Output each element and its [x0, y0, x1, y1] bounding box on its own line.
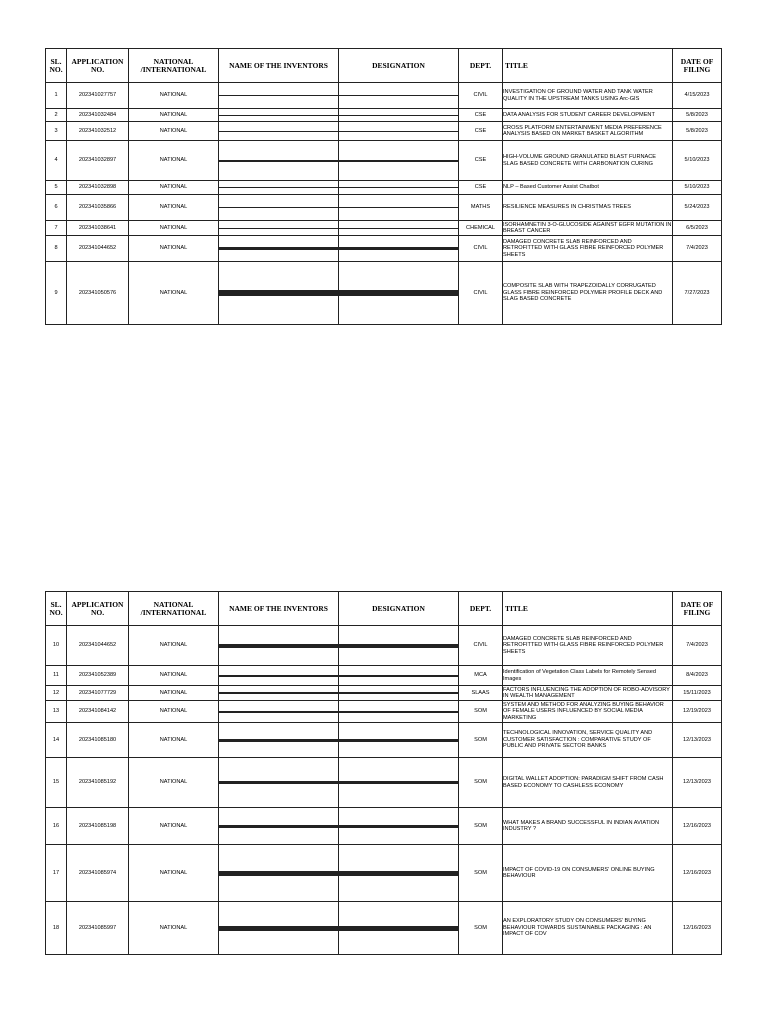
application-no-cell: 202341032512: [67, 122, 129, 141]
designation-value: [339, 115, 458, 116]
inventor-lines: [219, 131, 338, 132]
application-no-cell: 202341032897: [67, 141, 129, 181]
title-cell: ISORHAMNETIN 3-O-GLUCOSIDE AGAINST EGFR MUTATION IN BREAST CANCER: [503, 221, 672, 234]
national-cell: NATIONAL: [129, 701, 219, 723]
designation-lines: [339, 187, 458, 188]
sl-no-cell: 9: [46, 262, 67, 325]
designation-cell: [339, 181, 459, 195]
dept-cell: MCA: [459, 666, 503, 686]
sl-no-cell: 18: [46, 902, 67, 955]
header-row: [46, 49, 722, 83]
designation-cell: [339, 83, 459, 109]
title-cell: DIGITAL WALLET ADOPTION: PARADIGM SHIFT FROM CASH BASED ECONOMY TO CASHLESS ECONOMY: [503, 758, 673, 808]
designation-lines: [339, 644, 458, 648]
designation-value: [339, 161, 458, 162]
title-cell: CROSS PLATFORM ENTERTAINMENT MEDIA PREFERENCE ANALYSIS BASED ON MARKET BASKET ALGORITHM: [503, 122, 673, 141]
national-cell: NATIONAL: [129, 236, 219, 262]
application-no-cell: 202341044652: [67, 236, 129, 262]
inventor-lines: [219, 675, 338, 677]
inventors-cell: [219, 236, 339, 262]
header-designation: DESIGNATION: [339, 49, 459, 83]
title-cell: NLP – Based Customer Assist Chatbot: [503, 181, 673, 195]
title-cell: IMPACT OF COVID-19 ON CONSUMERS' ONLINE BUYING BEHAVIOUR: [503, 845, 673, 902]
designation-value: [339, 647, 458, 648]
designation-cell: [339, 236, 459, 262]
inventors-cell: [219, 701, 339, 723]
inventor-name: [219, 207, 338, 208]
inventor-name: [219, 249, 338, 250]
sl-no-cell: 15: [46, 758, 67, 808]
dept-cell: CHEMICAL: [459, 221, 503, 236]
application-no-cell: 202341085997: [67, 902, 129, 955]
designation-value: [339, 207, 458, 208]
inventor-lines: [219, 739, 338, 742]
sl-no-cell: 17: [46, 845, 67, 902]
application-no-cell: 202341027757: [67, 83, 129, 109]
national-cell: NATIONAL: [129, 758, 219, 808]
inventor-name: [219, 295, 338, 296]
header-inventors: NAME OF THE INVENTORS: [219, 592, 339, 626]
header-date-of-filing: DATE OF FILING: [673, 49, 722, 83]
designation-value: [339, 741, 458, 742]
table-row: [46, 236, 722, 262]
date-of-filing-cell: 5/10/2023: [673, 141, 722, 181]
dept-cell: SOM: [459, 808, 503, 845]
table-row: [46, 626, 722, 666]
application-no-cell: 202341077729: [67, 686, 129, 701]
header-inventors: NAME OF THE INVENTORS: [219, 49, 339, 83]
title-cell: AN EXPLORATORY STUDY ON CONSUMERS' BUYING BEHAVIOUR TOWARDS SUSTAINABLE PACKAGING : AN IMPACT OF COV: [503, 902, 673, 955]
national-cell: NATIONAL: [129, 181, 219, 195]
table-row: [46, 181, 722, 195]
national-cell: NATIONAL: [129, 83, 219, 109]
designation-lines: [339, 781, 458, 784]
dept-cell: SOM: [459, 845, 503, 902]
date-of-filing-cell: 12/13/2023: [673, 723, 722, 758]
inventors-cell: [219, 109, 339, 122]
sl-no-cell: 4: [46, 141, 67, 181]
header-title: TITLE: [503, 49, 673, 83]
designation-cell: [339, 808, 459, 845]
title-cell: DAMAGED CONCRETE SLAB REINFORCED AND RETROFITTED WITH GLASS FIBRE REINFORCED POLYMER SHEETS: [503, 236, 673, 262]
designation-lines: [339, 675, 458, 677]
dept-cell: SOM: [459, 902, 503, 955]
dept-cell: CSE: [459, 109, 503, 122]
designation-cell: [339, 845, 459, 902]
patent-table-page-2: [45, 591, 722, 955]
inventor-lines: [219, 207, 338, 208]
designation-value: [339, 693, 458, 694]
table-row: [46, 686, 722, 701]
designation-cell: [339, 902, 459, 955]
patent-table-page-1: [45, 48, 722, 325]
inventor-lines: [219, 115, 338, 116]
table-row: [46, 122, 722, 141]
inventor-lines: [219, 95, 338, 96]
date-of-filing-cell: 6/5/2023: [673, 221, 722, 236]
header-sl-no: SL. NO.: [46, 592, 67, 626]
sl-no-cell: 12: [46, 686, 67, 701]
inventor-name: [219, 783, 338, 784]
designation-cell: [339, 666, 459, 686]
inventors-cell: [219, 666, 339, 686]
date-of-filing-cell: 5/8/2023: [673, 122, 722, 141]
designation-value: [339, 827, 458, 828]
application-no-cell: 202341085974: [67, 845, 129, 902]
header-national: NATIONAL /INTERNATIONAL: [129, 49, 219, 83]
header-sl-no: SL. NO.: [46, 49, 67, 83]
application-no-cell: 202341052389: [67, 666, 129, 686]
inventor-name: [219, 741, 338, 742]
date-of-filing-cell: 7/27/2023: [673, 262, 722, 325]
designation-cell: [339, 626, 459, 666]
inventors-cell: [219, 221, 339, 236]
sl-no-cell: 7: [46, 221, 67, 236]
table-header: [46, 592, 722, 626]
sl-no-cell: 3: [46, 122, 67, 141]
dept-cell: CIVIL: [459, 262, 503, 325]
date-of-filing-cell: 5/10/2023: [673, 181, 722, 195]
table-header: [46, 49, 722, 83]
inventor-lines: [219, 926, 338, 931]
inventors-cell: [219, 83, 339, 109]
sl-no-cell: 8: [46, 236, 67, 262]
inventor-name: [219, 693, 338, 694]
dept-cell: SOM: [459, 701, 503, 723]
inventor-name: [219, 827, 338, 828]
sl-no-cell: 11: [46, 666, 67, 686]
date-of-filing-cell: 12/13/2023: [673, 758, 722, 808]
inventors-cell: [219, 262, 339, 325]
designation-cell: [339, 109, 459, 122]
designation-lines: [339, 926, 458, 931]
inventor-lines: [219, 871, 338, 876]
inventors-cell: [219, 808, 339, 845]
header-date-of-filing: DATE OF FILING: [673, 592, 722, 626]
designation-cell: [339, 122, 459, 141]
table-row: [46, 808, 722, 845]
inventors-cell: [219, 686, 339, 701]
header-title: TITLE: [503, 592, 673, 626]
title-cell: HIGH-VOLUME GROUND GRANULATED BLAST FURNACE SLAG BASED CONCRETE WITH CARBONATION CURING: [503, 141, 673, 181]
date-of-filing-cell: 7/4/2023: [673, 626, 722, 666]
inventor-lines: [219, 228, 338, 229]
date-of-filing-cell: 12/16/2023: [673, 845, 722, 902]
designation-lines: [339, 739, 458, 742]
designation-value: [339, 187, 458, 188]
sl-no-cell: 10: [46, 626, 67, 666]
title-cell: RESILIENCE MEASURES IN CHRISTMAS TREES: [503, 195, 673, 221]
date-of-filing-cell: 5/8/2023: [673, 109, 722, 122]
inventor-lines: [219, 781, 338, 784]
designation-lines: [339, 825, 458, 828]
designation-lines: [339, 207, 458, 208]
dept-cell: MATHS: [459, 195, 503, 221]
national-cell: NATIONAL: [129, 686, 219, 701]
designation-value: [339, 131, 458, 132]
inventor-lines: [219, 290, 338, 296]
national-cell: NATIONAL: [129, 221, 219, 236]
date-of-filing-cell: 4/15/2023: [673, 83, 722, 109]
designation-value: [339, 676, 458, 677]
inventor-lines: [219, 247, 338, 250]
inventors-cell: [219, 845, 339, 902]
title-cell: TECHNOLOGICAL INNOVATION, SERVICE QUALITY AND CUSTOMER SATISFACTION : COMPARATIVE STUDY OF PUBLIC AND PRIVATE SECTOR BANKS: [503, 723, 673, 758]
designation-lines: [339, 95, 458, 96]
table-row: [46, 902, 722, 955]
inventor-lines: [219, 825, 338, 828]
application-no-cell: 202341038641: [67, 221, 129, 236]
table-row: [46, 666, 722, 686]
inventors-cell: [219, 902, 339, 955]
dept-cell: CSE: [459, 181, 503, 195]
inventors-cell: [219, 723, 339, 758]
designation-lines: [339, 131, 458, 132]
sl-no-cell: 1: [46, 83, 67, 109]
date-of-filing-cell: 15/11/2023: [673, 686, 722, 701]
table-row: [46, 141, 722, 181]
date-of-filing-cell: 7/4/2023: [673, 236, 722, 262]
dept-cell: CIVIL: [459, 236, 503, 262]
designation-cell: [339, 195, 459, 221]
application-no-cell: 202341032484: [67, 109, 129, 122]
sl-no-cell: 16: [46, 808, 67, 845]
dept-cell: SOM: [459, 758, 503, 808]
dept-cell: CIVIL: [459, 626, 503, 666]
designation-cell: [339, 723, 459, 758]
designation-value: [339, 875, 458, 876]
inventor-lines: [219, 187, 338, 188]
inventors-cell: [219, 758, 339, 808]
sl-no-cell: 5: [46, 181, 67, 195]
national-cell: NATIONAL: [129, 723, 219, 758]
application-no-cell: 202341085180: [67, 723, 129, 758]
national-cell: NATIONAL: [129, 141, 219, 181]
application-no-cell: 202341085192: [67, 758, 129, 808]
inventor-lines: [219, 644, 338, 648]
designation-lines: [339, 160, 458, 162]
designation-cell: [339, 262, 459, 325]
application-no-cell: 202341032898: [67, 181, 129, 195]
designation-value: [339, 783, 458, 784]
designation-lines: [339, 290, 458, 296]
national-cell: NATIONAL: [129, 902, 219, 955]
sl-no-cell: 2: [46, 109, 67, 122]
designation-value: [339, 712, 458, 713]
date-of-filing-cell: 12/16/2023: [673, 808, 722, 845]
inventors-cell: [219, 122, 339, 141]
designation-value: [339, 249, 458, 250]
designation-cell: [339, 686, 459, 701]
national-cell: NATIONAL: [129, 808, 219, 845]
national-cell: NATIONAL: [129, 626, 219, 666]
title-cell: DAMAGED CONCRETE SLAB REINFORCED AND RETROFITTED WITH GLASS FIBRE REINFORCED POLYMER SHEETS: [503, 626, 673, 666]
designation-lines: [339, 115, 458, 116]
table-row: [46, 109, 722, 122]
inventor-name: [219, 676, 338, 677]
application-no-cell: 202341044652: [67, 626, 129, 666]
designation-lines: [339, 871, 458, 876]
inventor-name: [219, 875, 338, 876]
designation-value: [339, 295, 458, 296]
inventors-cell: [219, 626, 339, 666]
header-application-no: APPLICATION NO.: [67, 49, 129, 83]
date-of-filing-cell: 12/16/2023: [673, 902, 722, 955]
title-cell: FACTORS INFLUENCING THE ADOPTION OF ROBO-ADVISORY IN WEALTH MANAGEMENT: [503, 686, 673, 701]
national-cell: NATIONAL: [129, 262, 219, 325]
table-body: [46, 83, 722, 325]
inventor-lines: [219, 692, 338, 694]
title-cell: COMPOSITE SLAB WITH TRAPEZOIDALLY CORRUGATED GLASS FIBRE REINFORCED POLYMER PROFILE DECK AND SLAG BASED CONCRETE: [503, 262, 673, 325]
inventor-name: [219, 161, 338, 162]
application-no-cell: 202341084142: [67, 701, 129, 723]
header-designation: DESIGNATION: [339, 592, 459, 626]
table-row: [46, 845, 722, 902]
designation-lines: [339, 247, 458, 250]
table-row: [46, 723, 722, 758]
dept-cell: CSE: [459, 122, 503, 141]
designation-lines: [339, 711, 458, 713]
inventor-lines: [219, 711, 338, 713]
title-cell: DATA ANALYSIS FOR STUDENT CAREER DEVELOPMENT: [503, 109, 673, 122]
designation-value: [339, 95, 458, 96]
table-row: [46, 758, 722, 808]
inventor-name: [219, 647, 338, 648]
header-dept: DEPT.: [459, 49, 503, 83]
inventors-cell: [219, 195, 339, 221]
designation-lines: [339, 692, 458, 694]
sl-no-cell: 13: [46, 701, 67, 723]
application-no-cell: 202341035866: [67, 195, 129, 221]
dept-cell: SOM: [459, 723, 503, 758]
inventor-name: [219, 131, 338, 132]
dept-cell: SLAAS: [459, 686, 503, 701]
inventor-name: [219, 95, 338, 96]
header-dept: DEPT.: [459, 592, 503, 626]
application-no-cell: 202341050576: [67, 262, 129, 325]
national-cell: NATIONAL: [129, 666, 219, 686]
inventor-name: [219, 228, 338, 229]
inventor-name: [219, 187, 338, 188]
date-of-filing-cell: 12/19/2023: [673, 701, 722, 723]
inventor-lines: [219, 160, 338, 162]
national-cell: NATIONAL: [129, 122, 219, 141]
dept-cell: CIVIL: [459, 83, 503, 109]
sl-no-cell: 14: [46, 723, 67, 758]
inventor-name: [219, 712, 338, 713]
table-body: [46, 626, 722, 955]
table-row: [46, 195, 722, 221]
inventor-name: [219, 930, 338, 931]
header-row: [46, 592, 722, 626]
national-cell: NATIONAL: [129, 195, 219, 221]
national-cell: NATIONAL: [129, 845, 219, 902]
sl-no-cell: 6: [46, 195, 67, 221]
header-national: NATIONAL /INTERNATIONAL: [129, 592, 219, 626]
designation-cell: [339, 221, 459, 236]
dept-cell: CSE: [459, 141, 503, 181]
title-cell: SYSTEM AND METHOD FOR ANALYZING BUYING BEHAVIOR OF FEMALE USERS INFLUENCED BY SOCIAL MEDIA MARKETING: [503, 701, 673, 723]
designation-value: [339, 228, 458, 229]
header-application-no: APPLICATION NO.: [67, 592, 129, 626]
date-of-filing-cell: 8/4/2023: [673, 666, 722, 686]
table-row: [46, 83, 722, 109]
inventors-cell: [219, 141, 339, 181]
table-row: [46, 221, 722, 236]
national-cell: NATIONAL: [129, 109, 219, 122]
title-cell: INVESTIGATION OF GROUND WATER AND TANK WATER QUALITY IN THE UPSTREAM TANKS USING Arc-GIS: [503, 83, 673, 109]
designation-cell: [339, 701, 459, 723]
application-no-cell: 202341085198: [67, 808, 129, 845]
designation-cell: [339, 758, 459, 808]
date-of-filing-cell: 5/24/2023: [673, 195, 722, 221]
title-cell: Identification of Vegetation Class Labels for Remotely Sensed Images: [503, 666, 673, 686]
table-row: [46, 262, 722, 325]
designation-value: [339, 930, 458, 931]
title-cell: WHAT MAKES A BRAND SUCCESSFUL IN INDIAN AVIATION INDUSTRY ?: [503, 808, 673, 845]
designation-cell: [339, 141, 459, 181]
designation-lines: [339, 228, 458, 229]
table-row: [46, 701, 722, 723]
inventors-cell: [219, 181, 339, 195]
inventor-name: [219, 115, 338, 116]
